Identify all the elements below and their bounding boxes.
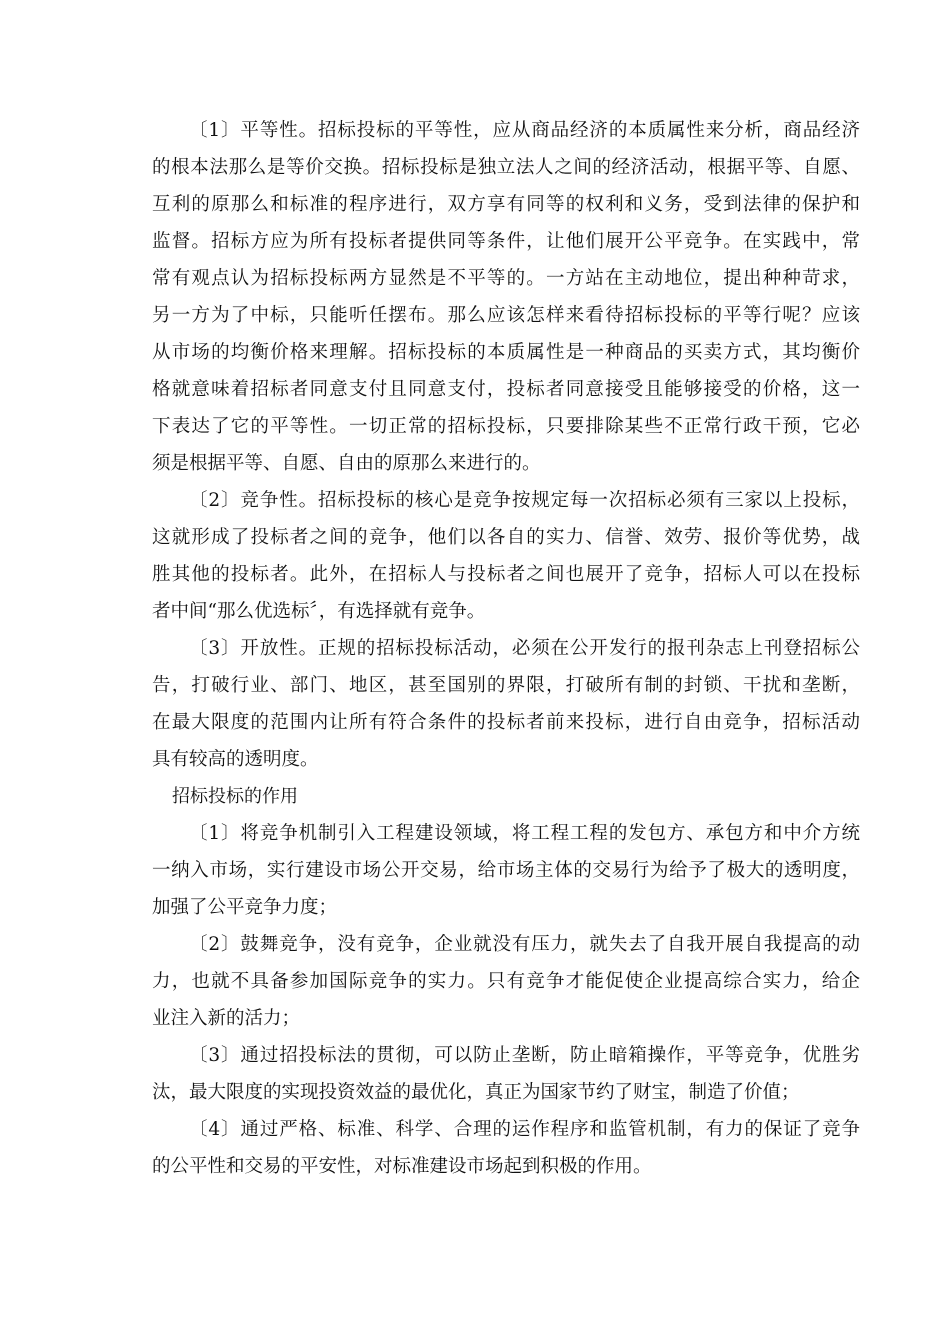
text-line: 〔1〕将竞争机制引入工程建设领域，将工程工程的发包方、承包方和中介方统 — [189, 823, 860, 844]
text-line: 者中间“那么优选标〞，有选择就有竞争。 — [152, 601, 486, 622]
paragraph-role-1 — [152, 815, 860, 926]
text-line: 告，打破行业、部门、地区，甚至国别的界限，打破所有制的封锁、干扰和垄断， — [152, 675, 860, 696]
paragraph-role-4 — [152, 1111, 860, 1185]
text-line: 在最大限度的范围内让所有符合条件的投标者前来投标，进行自由竞争，招标活动 — [152, 712, 860, 733]
text-line: 的公平性和交易的平安性，对标准建设市场起到积极的作用。 — [152, 1156, 652, 1177]
text-line: 业注入新的活力； — [152, 1008, 301, 1029]
text-line: 〔3〕通过招投标法的贯彻，可以防止垄断，防止暗箱操作，平等竞争，优胜劣 — [189, 1045, 860, 1066]
paragraph-role-2 — [152, 926, 860, 1037]
text-line: 〔3〕开放性。正规的招标投标活动，必须在公开发行的报刊杂志上刊登招标公 — [189, 638, 860, 659]
text-line: 这就形成了投标者之间的竞争，他们以各自的实力、信誉、效劳、报价等优势，战 — [152, 527, 860, 548]
text-line: 下表达了它的平等性。一切正常的招标投标，只要排除某些不正常行政干预，它必 — [152, 416, 860, 437]
text-line: 〔1〕平等性。招标投标的平等性，应从商品经济的本质属性来分析，商品经济 — [189, 120, 860, 141]
text-line: 格就意味着招标者同意支付且同意支付，投标者同意接受且能够接受的价格，这一 — [152, 379, 860, 400]
text-line: 〔2〕鼓舞竞争，没有竞争，企业就没有压力，就失去了自我开展自我提高的动 — [189, 934, 860, 955]
paragraph-role-3 — [152, 1037, 860, 1111]
text-line: 具有较高的透明度。 — [152, 749, 319, 770]
text-line: 一纳入市场，实行建设市场公开交易，给市场主体的交易行为给予了极大的透明度， — [152, 860, 860, 881]
text-line: 监督。招标方应为所有投标者提供同等条件，让他们展开公平竞争。在实践中，常 — [152, 231, 860, 252]
paragraph-equality — [152, 112, 860, 482]
text-line: 〔2〕竞争性。招标投标的核心是竞争按规定每一次招标必须有三家以上投标， — [189, 490, 860, 511]
text-line: 胜其他的投标者。此外，在招标人与投标者之间也展开了竞争，招标人可以在投标 — [152, 564, 860, 585]
text-line: 须是根据平等、自愿、自由的原那么来进行的。 — [152, 453, 541, 474]
text-line: 〔4〕通过严格、标准、科学、合理的运作程序和监管机制，有力的保证了竞争 — [189, 1119, 860, 1140]
section-heading: 招标投标的作用 — [172, 786, 298, 807]
document-page — [152, 112, 860, 1185]
text-line: 互利的原那么和标准的程序进行，双方享有同等的权利和义务，受到法律的保护和 — [152, 194, 860, 215]
text-line: 常有观点认为招标投标两方显然是不平等的。一方站在主动地位，提出种种苛求， — [152, 268, 860, 289]
text-line: 的根本法那么是等价交换。招标投标是独立法人之间的经济活动，根据平等、自愿、 — [152, 157, 860, 178]
paragraph-competition — [152, 482, 860, 630]
text-line: 汰，最大限度的实现投资效益的最优化，真正为国家节约了财宝，制造了价值； — [152, 1082, 800, 1103]
text-line: 另一方为了中标，只能听任摆布。那么应该怎样来看待招标投标的平等行呢？应该 — [152, 305, 860, 326]
text-line: 力，也就不具备参加国际竞争的实力。只有竞争才能促使企业提高综合实力，给企 — [152, 971, 860, 992]
text-line: 加强了公平竞争力度； — [152, 897, 338, 918]
text-line: 从市场的均衡价格来理解。招标投标的本质属性是一种商品的买卖方式，其均衡价 — [152, 342, 860, 363]
paragraph-openness — [152, 630, 860, 778]
